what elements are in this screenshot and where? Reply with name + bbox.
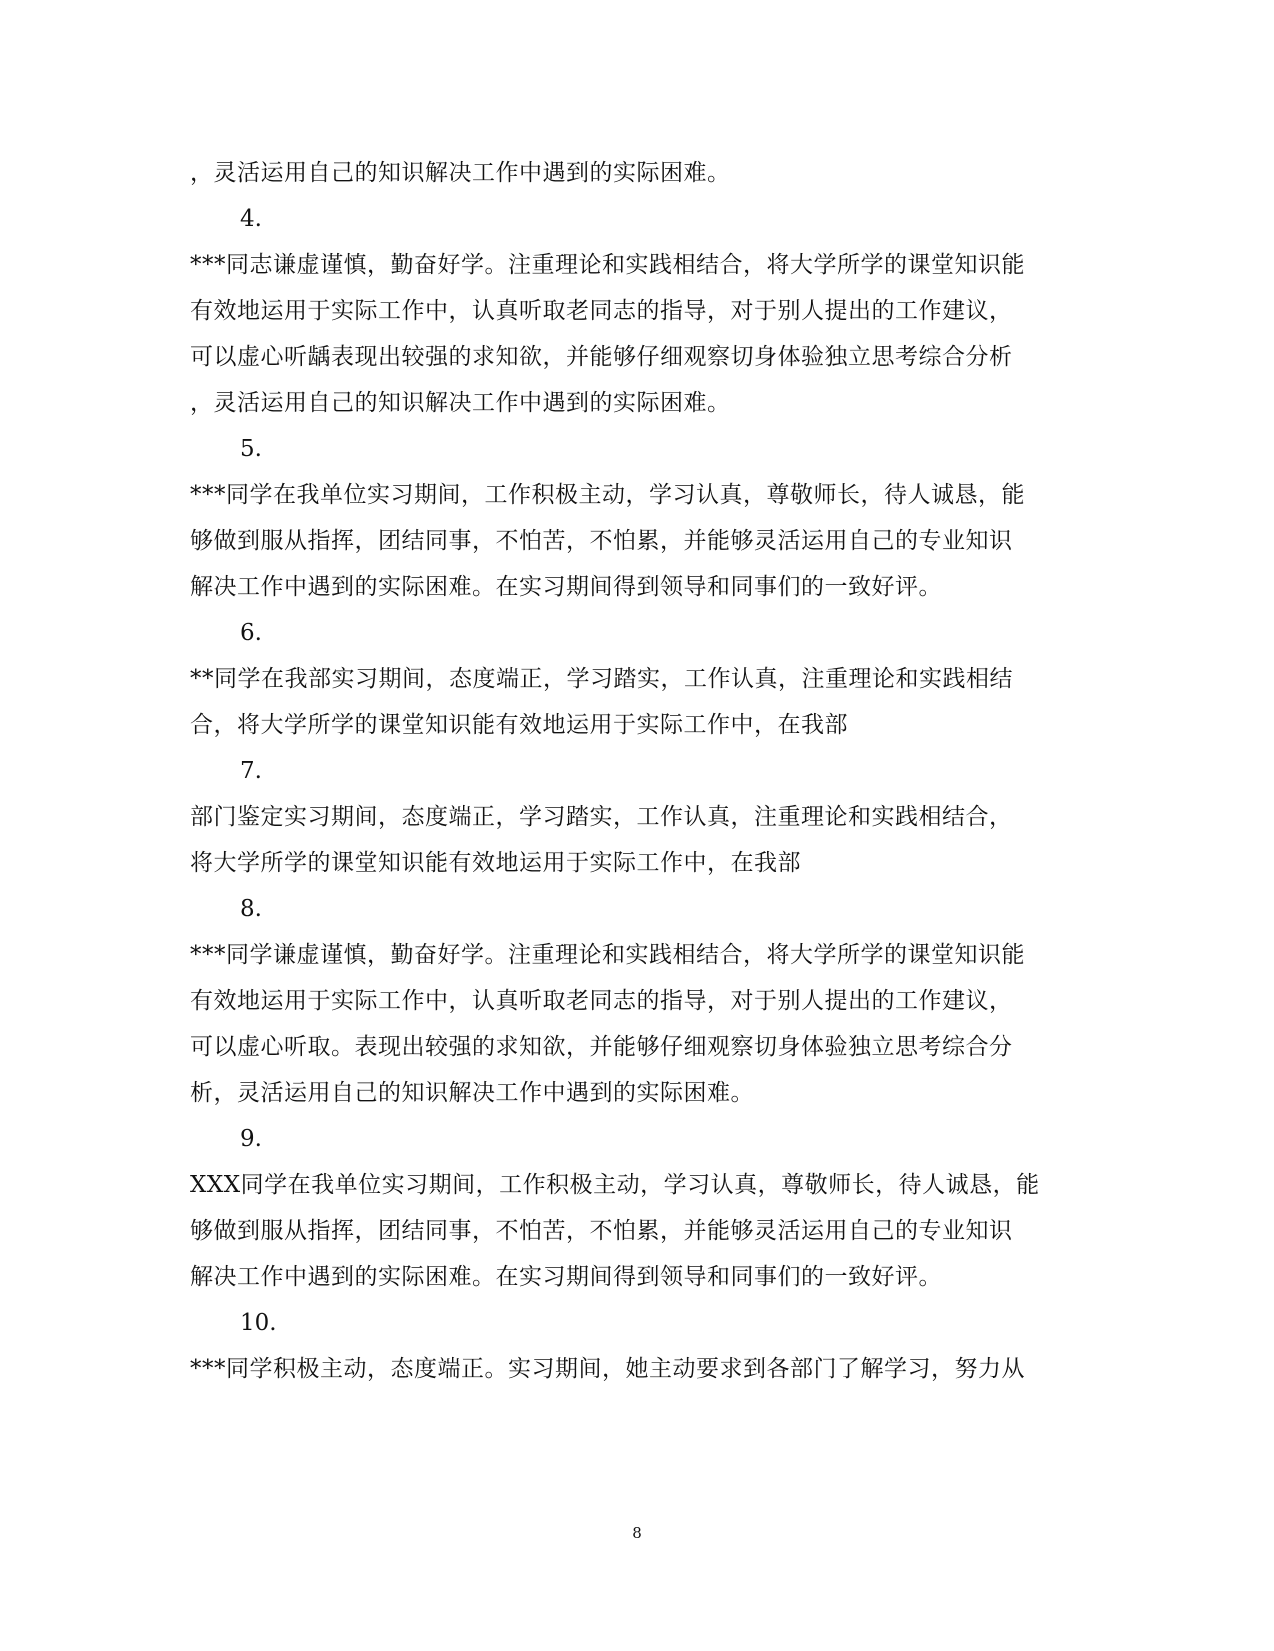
text-line: 析，灵活运用自己的知识解决工作中遇到的实际困难。 [190,1080,754,1106]
item-number: 4. [240,206,262,232]
text-line: ，灵活运用自己的知识解决工作中遇到的实际困难。 [190,390,731,416]
text-line: 可以虚心听龋表现出较强的求知欲，并能够仔细观察切身体验独立思考综合分析 [190,344,1013,370]
text-line: ***同学积极主动，态度端正。实习期间，她主动要求到各部门了解学习，努力从 [190,1356,1025,1382]
text-line: 可以虚心听取。表现出较强的求知欲，并能够仔细观察切身体验独立思考综合分 [190,1034,1013,1060]
text-line: ***同学谦虚谨慎，勤奋好学。注重理论和实践相结合，将大学所学的课堂知识能 [190,942,1025,968]
text-line: 部门鉴定实习期间，态度端正，学习踏实，工作认真，注重理论和实践相结合， [190,804,1013,830]
text-line: 解决工作中遇到的实际困难。在实习期间得到领导和同事们的一致好评。 [190,1264,942,1290]
text-line: 够做到服从指挥，团结同事，不怕苦，不怕累，并能够灵活运用自己的专业知识 [190,528,1013,554]
text-line: XXX同学在我单位实习期间，工作积极主动，学习认真，尊敬师长，待人诚恳，能 [190,1172,1040,1198]
text-line: 有效地运用于实际工作中，认真听取老同志的指导，对于别人提出的工作建议， [190,988,1013,1014]
text-line: 将大学所学的课堂知识能有效地运用于实际工作中，在我部 [190,850,801,876]
text-line: 合，将大学所学的课堂知识能有效地运用于实际工作中，在我部 [190,712,848,738]
item-number: 10. [240,1310,277,1336]
text-line: 够做到服从指挥，团结同事，不怕苦，不怕累，并能够灵活运用自己的专业知识 [190,1218,1013,1244]
text-line: 解决工作中遇到的实际困难。在实习期间得到领导和同事们的一致好评。 [190,574,942,600]
text-line: ***同志谦虚谨慎，勤奋好学。注重理论和实践相结合，将大学所学的课堂知识能 [190,252,1025,278]
text-line: 有效地运用于实际工作中，认真听取老同志的指导，对于别人提出的工作建议， [190,298,1013,324]
text-line: ，灵活运用自己的知识解决工作中遇到的实际困难。 [190,160,731,186]
text-line: **同学在我部实习期间，态度端正，学习踏实，工作认真，注重理论和实践相结 [190,666,1013,692]
item-number: 9. [240,1126,262,1152]
item-number: 7. [240,758,262,784]
item-number: 8. [240,896,262,922]
page-number: 8 [632,1524,642,1542]
item-number: 5. [240,436,262,462]
text-line: ***同学在我单位实习期间，工作积极主动，学习认真，尊敬师长，待人诚恳，能 [190,482,1025,508]
item-number: 6. [240,620,262,646]
